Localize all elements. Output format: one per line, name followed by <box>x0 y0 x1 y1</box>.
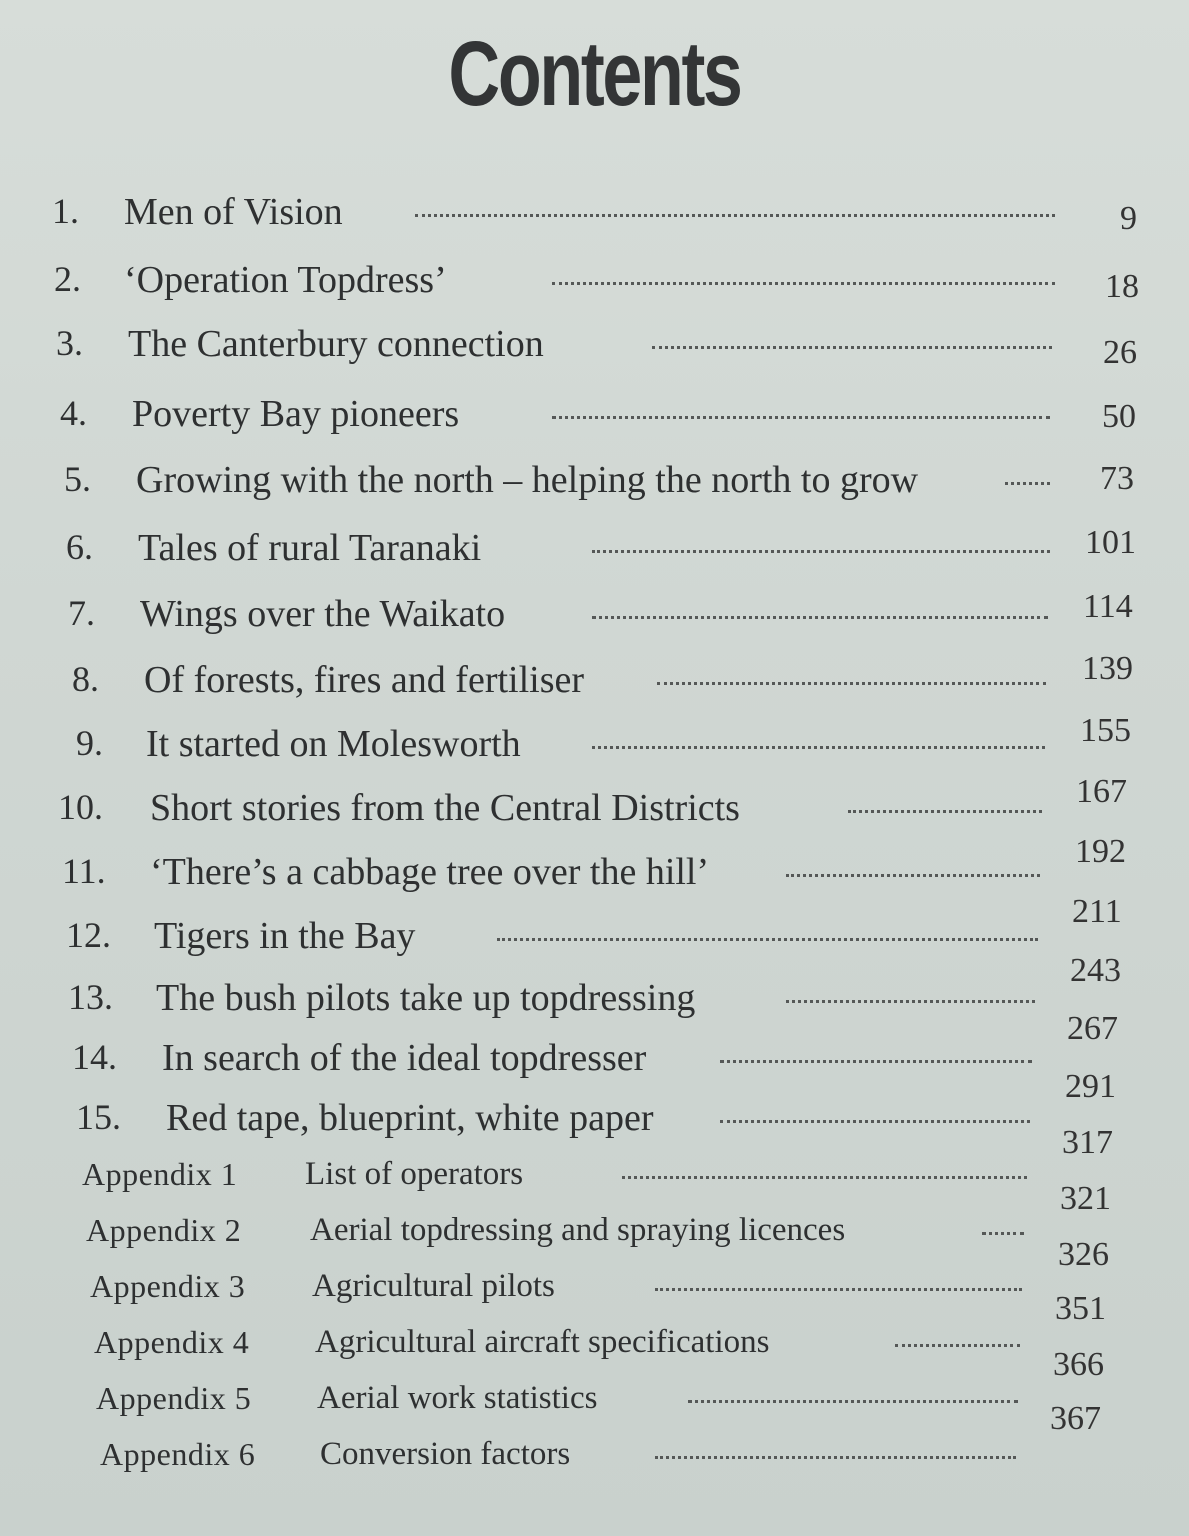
chapter-title: ‘There’s a cabbage tree over the hill’ <box>150 851 710 893</box>
dot-leader <box>786 864 1040 877</box>
appendix-entry <box>0 1268 1189 1318</box>
appendix-number: Appendix 4 <box>94 1324 250 1360</box>
dot-leader <box>622 1166 1027 1179</box>
chapter-title: Growing with the north – helping the north to grow <box>136 459 919 501</box>
dot-leader <box>895 1334 1020 1347</box>
appendix-title: Conversion factors <box>320 1436 571 1472</box>
chapter-number: 14. <box>72 1037 117 1077</box>
chapter-title: The Canterbury connection <box>128 323 544 365</box>
page-number: 366 <box>1053 1346 1104 1383</box>
page-number: 192 <box>1075 833 1126 870</box>
chapter-number: 6. <box>66 527 93 567</box>
dot-leader <box>786 990 1035 1003</box>
appendix-title: Agricultural pilots <box>312 1268 555 1304</box>
chapter-number: 15. <box>76 1097 121 1137</box>
appendix-number: Appendix 5 <box>96 1380 252 1416</box>
chapter-entry <box>0 722 1189 772</box>
appendix-title: List of operators <box>305 1156 524 1192</box>
dot-leader <box>652 336 1052 349</box>
dot-leader <box>720 1110 1030 1123</box>
chapter-number: 11. <box>62 851 106 891</box>
page-number: 167 <box>1076 773 1127 810</box>
page-title: Contents <box>448 23 741 125</box>
page-number: 351 <box>1055 1290 1106 1327</box>
page-number: 101 <box>1085 524 1136 561</box>
dot-leader <box>592 540 1050 553</box>
page-number: 26 <box>1103 334 1137 371</box>
chapter-title: Men of Vision <box>124 191 343 233</box>
chapter-title: It started on Molesworth <box>146 723 521 765</box>
appendix-number: Appendix 1 <box>82 1156 238 1192</box>
chapter-entry <box>0 850 1189 900</box>
appendix-title: Aerial work statistics <box>317 1380 598 1416</box>
chapter-number: 9. <box>76 723 103 763</box>
dot-leader <box>552 272 1055 285</box>
chapter-number: 3. <box>56 323 83 363</box>
page-number: 50 <box>1102 398 1136 435</box>
chapter-entry <box>0 976 1189 1026</box>
chapter-title: Poverty Bay pioneers <box>132 393 460 435</box>
appendix-entry <box>0 1212 1189 1262</box>
chapter-number: 4. <box>60 393 87 433</box>
chapter-number: 2. <box>54 259 81 299</box>
chapter-entry <box>0 190 1189 240</box>
page-number: 267 <box>1067 1010 1118 1047</box>
page-number: 139 <box>1082 650 1133 687</box>
chapter-number: 5. <box>64 459 91 499</box>
appendix-title: Aerial topdressing and spraying licences <box>310 1212 846 1248</box>
chapter-number: 13. <box>68 977 113 1017</box>
dot-leader <box>848 800 1042 813</box>
appendix-number: Appendix 6 <box>100 1436 256 1472</box>
appendix-entry <box>0 1380 1189 1430</box>
chapter-entry <box>0 592 1189 642</box>
appendix-number: Appendix 2 <box>86 1212 242 1248</box>
chapter-title: In search of the ideal topdresser <box>162 1037 647 1079</box>
chapter-title: Tales of rural Taranaki <box>138 527 482 569</box>
dot-leader <box>592 736 1045 749</box>
chapter-entry <box>0 786 1189 836</box>
dot-leader <box>1005 472 1050 485</box>
chapter-entry <box>0 526 1189 576</box>
chapter-entry <box>0 458 1189 508</box>
chapter-number: 8. <box>72 659 99 699</box>
page-number: 73 <box>1100 460 1134 497</box>
dot-leader <box>655 1446 1016 1459</box>
chapter-number: 1. <box>52 191 79 231</box>
dot-leader <box>655 1278 1022 1291</box>
chapter-entry <box>0 658 1189 708</box>
page-number: 18 <box>1105 268 1139 305</box>
dot-leader <box>415 204 1055 217</box>
chapter-entry <box>0 258 1189 308</box>
appendix-entry <box>0 1436 1189 1486</box>
chapter-title: ‘Operation Topdress’ <box>124 259 447 301</box>
dot-leader <box>552 406 1050 419</box>
chapter-entry <box>0 1096 1189 1146</box>
appendix-entry <box>0 1324 1189 1374</box>
chapter-entry <box>0 392 1189 442</box>
page-number: 9 <box>1120 200 1137 237</box>
page-number: 326 <box>1058 1236 1109 1273</box>
dot-leader <box>720 1050 1032 1063</box>
page-number: 211 <box>1072 893 1122 930</box>
appendix-number: Appendix 3 <box>90 1268 246 1304</box>
chapter-title: Short stories from the Central Districts <box>150 787 740 829</box>
dot-leader <box>688 1390 1018 1403</box>
appendix-title: Agricultural aircraft specifications <box>315 1324 770 1360</box>
page-number: 321 <box>1060 1180 1111 1217</box>
chapter-title: The bush pilots take up topdressing <box>156 977 696 1019</box>
dot-leader <box>657 672 1046 685</box>
chapter-title: Tigers in the Bay <box>154 915 416 957</box>
dot-leader <box>982 1222 1024 1235</box>
chapter-number: 7. <box>68 593 95 633</box>
page-number: 155 <box>1080 712 1131 749</box>
chapter-number: 10. <box>58 787 103 827</box>
page-number: 317 <box>1062 1124 1113 1161</box>
chapter-number: 12. <box>66 915 111 955</box>
chapter-title: Of forests, fires and fertiliser <box>144 659 585 701</box>
dot-leader <box>497 928 1038 941</box>
page-number: 114 <box>1083 588 1133 625</box>
chapter-title: Red tape, blueprint, white paper <box>166 1097 654 1139</box>
chapter-entry <box>0 1036 1189 1086</box>
chapter-entry <box>0 914 1189 964</box>
appendix-entry <box>0 1156 1189 1206</box>
page-number: 367 <box>1050 1400 1101 1437</box>
dot-leader <box>592 606 1048 619</box>
page-number: 243 <box>1070 952 1121 989</box>
chapter-entry <box>0 322 1189 372</box>
chapter-title: Wings over the Waikato <box>140 593 506 635</box>
page-number: 291 <box>1065 1068 1116 1105</box>
